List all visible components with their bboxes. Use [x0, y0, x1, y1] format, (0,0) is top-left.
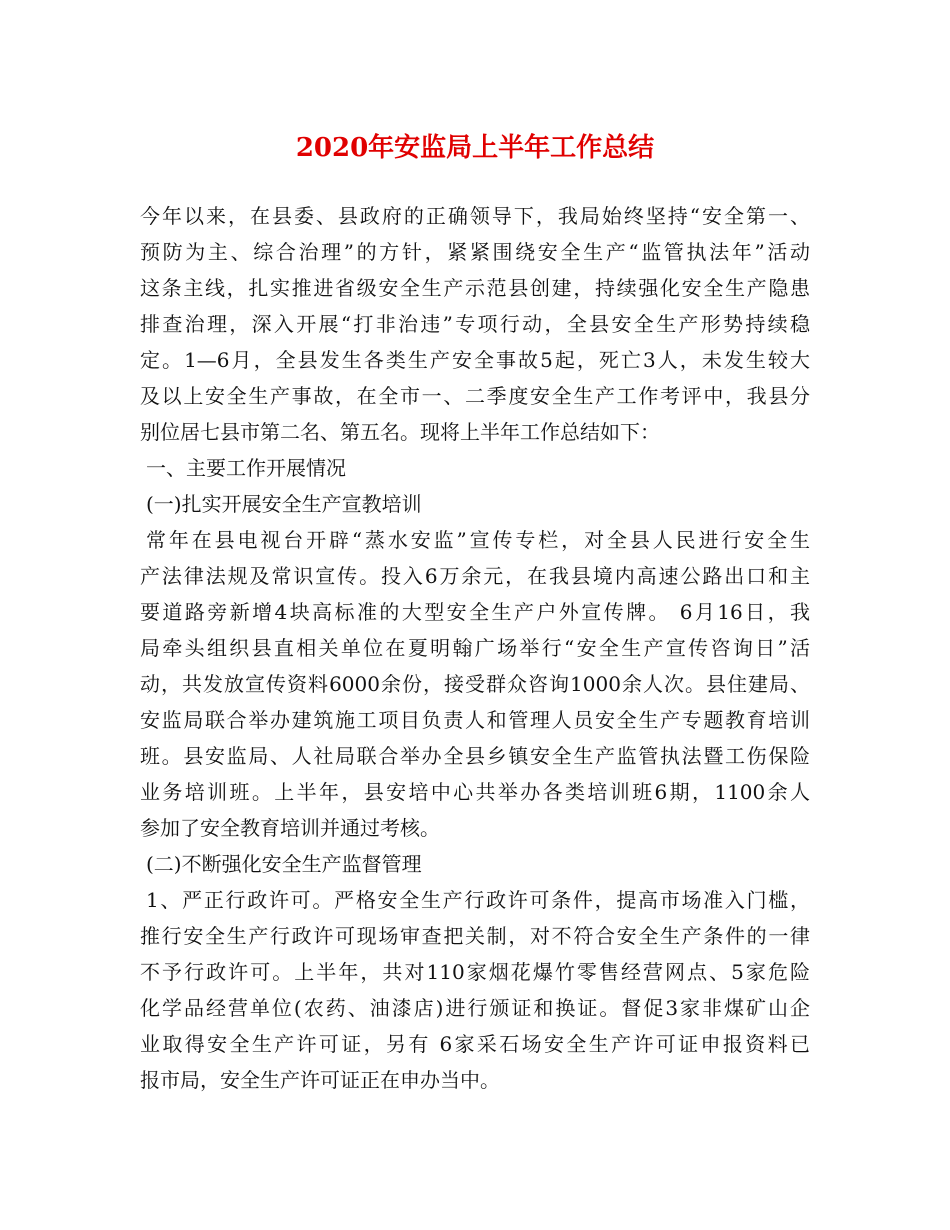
- paragraph-line: 参加了安全教育培训并通过考核。: [140, 816, 440, 840]
- document-body: [140, 198, 810, 1098]
- paragraph-line: (一)扎实开展安全生产宣教培训: [146, 492, 422, 516]
- paragraph-line: 报市局，安全生产许可证正在申办当中。: [140, 1068, 500, 1092]
- paragraph-line: 别位居七县市第二名、第五名。现将上半年工作总结如下：: [140, 420, 660, 444]
- paragraph-line: 推行安全生产行政许可现场审查把关制，对不符合安全生产条件的一律: [140, 924, 810, 948]
- paragraph-line: 化学品经营单位(农药、油漆店)进行颁证和换证。督促3家非煤矿山企: [140, 996, 810, 1020]
- paragraph-line: 常年在县电视台开辟“蒸水安监”宣传专栏，对全县人民进行安全生: [146, 528, 810, 552]
- paragraph-line: 产法律法规及常识宣传。投入6万余元，在我县境内高速公路出口和主: [140, 564, 810, 588]
- paragraph-line: 1、严正行政许可。严格安全生产行政许可条件，提高市场准入门槛，: [146, 888, 810, 912]
- paragraph-line: 一、主要工作开展情况: [146, 456, 346, 480]
- paragraph-line: (二)不断强化安全生产监督管理: [146, 852, 422, 876]
- document-title: 2020年安监局上半年工作总结: [295, 133, 655, 163]
- paragraph-line: 不予行政许可。上半年，共对110家烟花爆竹零售经营网点、5家危险: [140, 960, 810, 984]
- paragraph-line: 安监局联合举办建筑施工项目负责人和管理人员安全生产专题教育培训: [140, 708, 810, 732]
- paragraph-line: 排查治理，深入开展“打非治违”专项行动，全县安全生产形势持续稳: [140, 312, 810, 336]
- paragraph-line: 要道路旁新增4块高标准的大型安全生产户外宣传牌。 6月16日，我: [140, 600, 810, 624]
- paragraph-line: 及以上安全生产事故，在全市一、二季度安全生产工作考评中，我县分: [140, 384, 810, 408]
- paragraph-line: 定。1—6月，全县发生各类生产安全事故5起，死亡3人，未发生较大: [140, 348, 810, 372]
- paragraph-line: 班。县安监局、人社局联合举办全县乡镇安全生产监管执法暨工伤保险: [140, 744, 810, 768]
- paragraph-line: 今年以来，在县委、县政府的正确领导下，我局始终坚持“安全第一、: [140, 204, 810, 228]
- paragraph-line: 预防为主、综合治理”的方针，紧紧围绕安全生产“监管执法年”活动: [140, 240, 810, 264]
- paragraph-line: 局牵头组织县直相关单位在夏明翰广场举行“安全生产宣传咨询日”活: [140, 636, 810, 660]
- paragraph-line: 业取得安全生产许可证，另有 6家采石场安全生产许可证申报资料已: [140, 1032, 810, 1056]
- paragraph-line: 这条主线，扎实推进省级安全生产示范县创建，持续强化安全生产隐患: [140, 276, 810, 300]
- paragraph-line: 动，共发放宣传资料6000余份，接受群众咨询1000余人次。县住建局、: [140, 672, 810, 696]
- paragraph-line: 业务培训班。上半年，县安培中心共举办各类培训班6期，1100余人: [140, 780, 810, 804]
